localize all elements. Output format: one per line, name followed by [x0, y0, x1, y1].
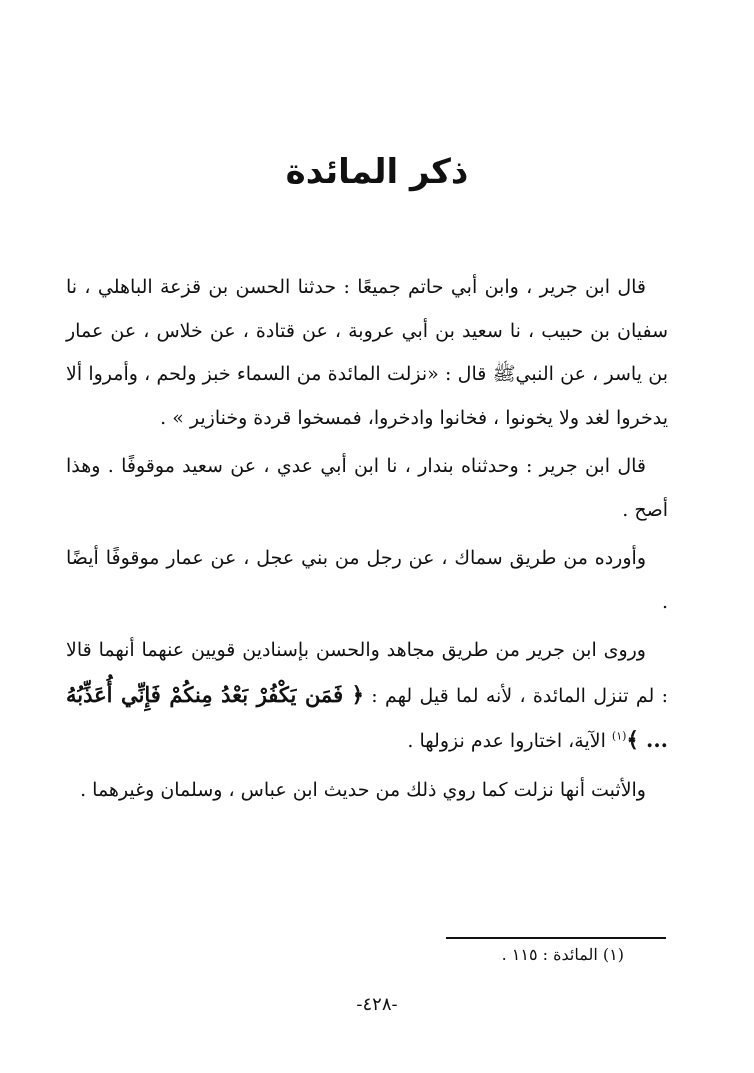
paragraph-3-text: وأورده من طريق سماك ، عن رجل من بني عجل ، عن عمار موقوفًا أيضًا . [66, 547, 668, 613]
paragraph-1 [66, 266, 668, 440]
paragraph-4-before: وروى ابن جرير من طريق مجاهد والحسن بإسنادين قويين عنهما أنهما قالا : لم تنزل المائدة ، لأنه لما قيل لهم : [66, 639, 668, 707]
footnote: (١) المائدة : ١١٥ . [501, 945, 624, 964]
paragraph-5-text: والأثبت أنها نزلت كما روي ذلك من حديث ابن عباس ، وسلمان وغيرهما . [80, 778, 646, 801]
paragraph-4-after: الآية، اختاروا عدم نزولها . [407, 730, 606, 752]
quran-verse: ﴿ فَمَن يَكْفُرْ بَعْدُ مِنكُمْ فَإِنِّي أُعَذِّبُهُ ... ﴾ [66, 681, 668, 752]
chapter-title: ذكر المائدة [285, 152, 469, 192]
body-text [66, 266, 668, 817]
paragraph-5 [66, 769, 668, 813]
paragraph-1-text: قال ابن جرير ، وابن أبي حاتم جميعًا : حدثنا الحسن بن قزعة الباهلي ، نا سفيان بن حبيب ، نا سعيد بن أبي عروبة ، عن قتادة ، عن خلاس ، عن عمار بن ياسر ، عن النبيﷺ قال : «نزلت المائدة من السماء خبز ولحم ، وأمروا ألا يدخروا لغد ولا يخونوا ، فخانوا وادخروا، فمسخوا قردة وخنازير » . [66, 276, 668, 429]
paragraph-4 [66, 629, 668, 764]
page-number: -٤٢٨- [356, 994, 398, 1015]
paragraph-2-text: قال ابن جرير : وحدثناه بندار ، نا ابن أبي عدي ، عن سعيد موقوفًا . وهذا أصح . [66, 455, 668, 521]
footnote-divider [446, 937, 666, 939]
paragraph-2 [66, 445, 668, 532]
footnote-ref: (١) [611, 729, 627, 743]
paragraph-3 [66, 537, 668, 624]
